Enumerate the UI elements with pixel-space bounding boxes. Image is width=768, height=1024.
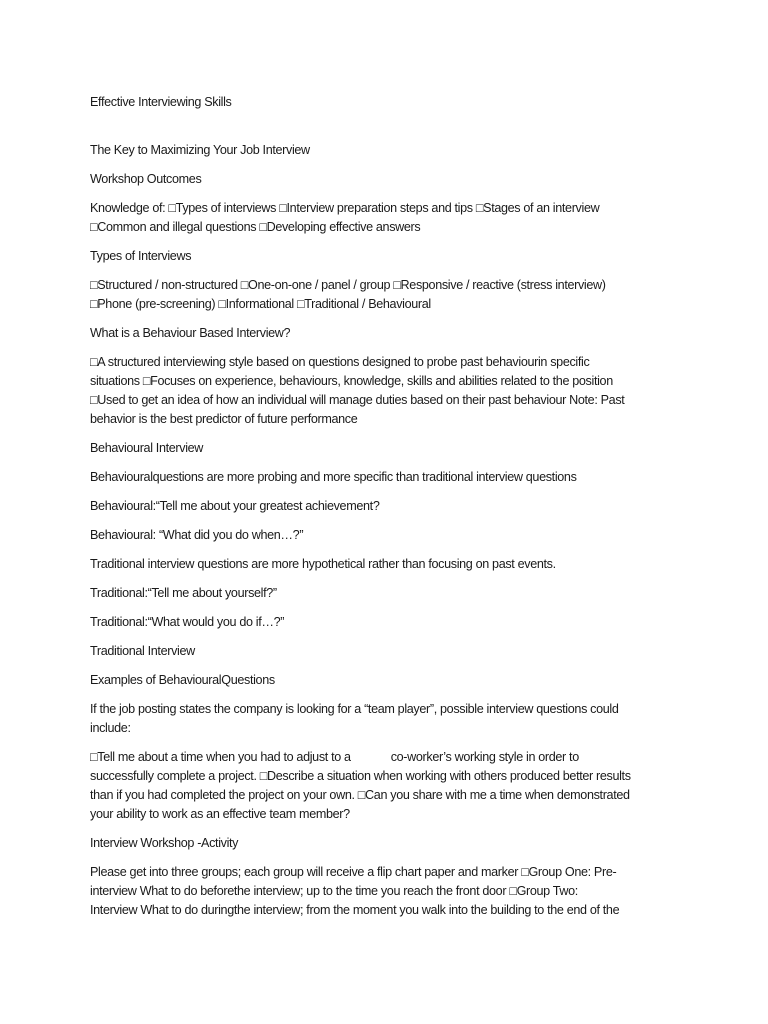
behaviour-line: behavior is the best predictor of future performance bbox=[90, 412, 358, 426]
document-title: Effective Interviewing Skills bbox=[90, 95, 232, 109]
behavioural-description: Behaviouralquestions are more probing and more specific than traditional interview questions bbox=[90, 470, 577, 484]
activity-line: Please get into three groups; each group will receive a flip chart paper and marker □Group One: Pre- bbox=[90, 865, 617, 879]
activity-line: interview What to do beforethe interview; up to the time you reach the front door □Group Two: bbox=[90, 884, 578, 898]
knowledge-line: Knowledge of: □Types of interviews □Interview preparation steps and tips □Stages of an interview bbox=[90, 201, 600, 215]
examples-intro: include: bbox=[90, 721, 131, 735]
activity-line: Interview What to do duringthe interview; from the moment you walk into the building to the end of the bbox=[90, 903, 620, 917]
traditional-description: Traditional interview questions are more hypothetical rather than focusing on past events. bbox=[90, 557, 556, 571]
traditional-example: Traditional:“What would you do if…?” bbox=[90, 615, 285, 629]
behaviour-line: situations □Focuses on experience, behaviours, knowledge, skills and abilities related to the position bbox=[90, 374, 613, 388]
types-heading: Types of Interviews bbox=[90, 249, 192, 263]
outcomes-heading: Workshop Outcomes bbox=[90, 172, 202, 186]
knowledge-line: □Common and illegal questions □Developing effective answers bbox=[90, 220, 421, 234]
types-line: □Phone (pre-screening) □Informational □Traditional / Behavioural bbox=[90, 297, 431, 311]
traditional-example: Traditional:“Tell me about yourself?” bbox=[90, 586, 277, 600]
examples-heading: Examples of BehaviouralQuestions bbox=[90, 673, 275, 687]
document-page bbox=[90, 93, 710, 920]
examples-line: than if you had completed the project on your own. □Can you share with me a time when demonstrated bbox=[90, 788, 630, 802]
behavioural-example: Behavioural: “What did you do when…?” bbox=[90, 528, 304, 542]
behavioural-interview-heading: Behavioural Interview bbox=[90, 441, 204, 455]
traditional-interview-heading: Traditional Interview bbox=[90, 644, 195, 658]
behavioural-example: Behavioural:“Tell me about your greatest achievement? bbox=[90, 499, 380, 513]
examples-line-part: co-worker’s working style in order to bbox=[390, 750, 579, 764]
behaviour-question-heading: What is a Behaviour Based Interview? bbox=[90, 326, 291, 340]
examples-intro: If the job posting states the company is looking for a “team player”, possible interview questions could bbox=[90, 702, 619, 716]
examples-line: successfully complete a project. □Describe a situation when working with others produced better results bbox=[90, 769, 631, 783]
behaviour-line: □A structured interviewing style based on questions designed to probe past behaviourin specific bbox=[90, 355, 590, 369]
document-subtitle: The Key to Maximizing Your Job Interview bbox=[90, 143, 310, 157]
behaviour-line: □Used to get an idea of how an individual will manage duties based on their past behaviour Note: Past bbox=[90, 393, 625, 407]
examples-line: your ability to work as an effective team member? bbox=[90, 807, 350, 821]
examples-line bbox=[90, 748, 710, 767]
activity-heading: Interview Workshop -Activity bbox=[90, 836, 239, 850]
types-line: □Structured / non-structured □One-on-one / panel / group □Responsive / reactive (stress interview) bbox=[90, 278, 606, 292]
examples-line-part: □Tell me about a time when you had to adjust to a bbox=[90, 750, 351, 764]
